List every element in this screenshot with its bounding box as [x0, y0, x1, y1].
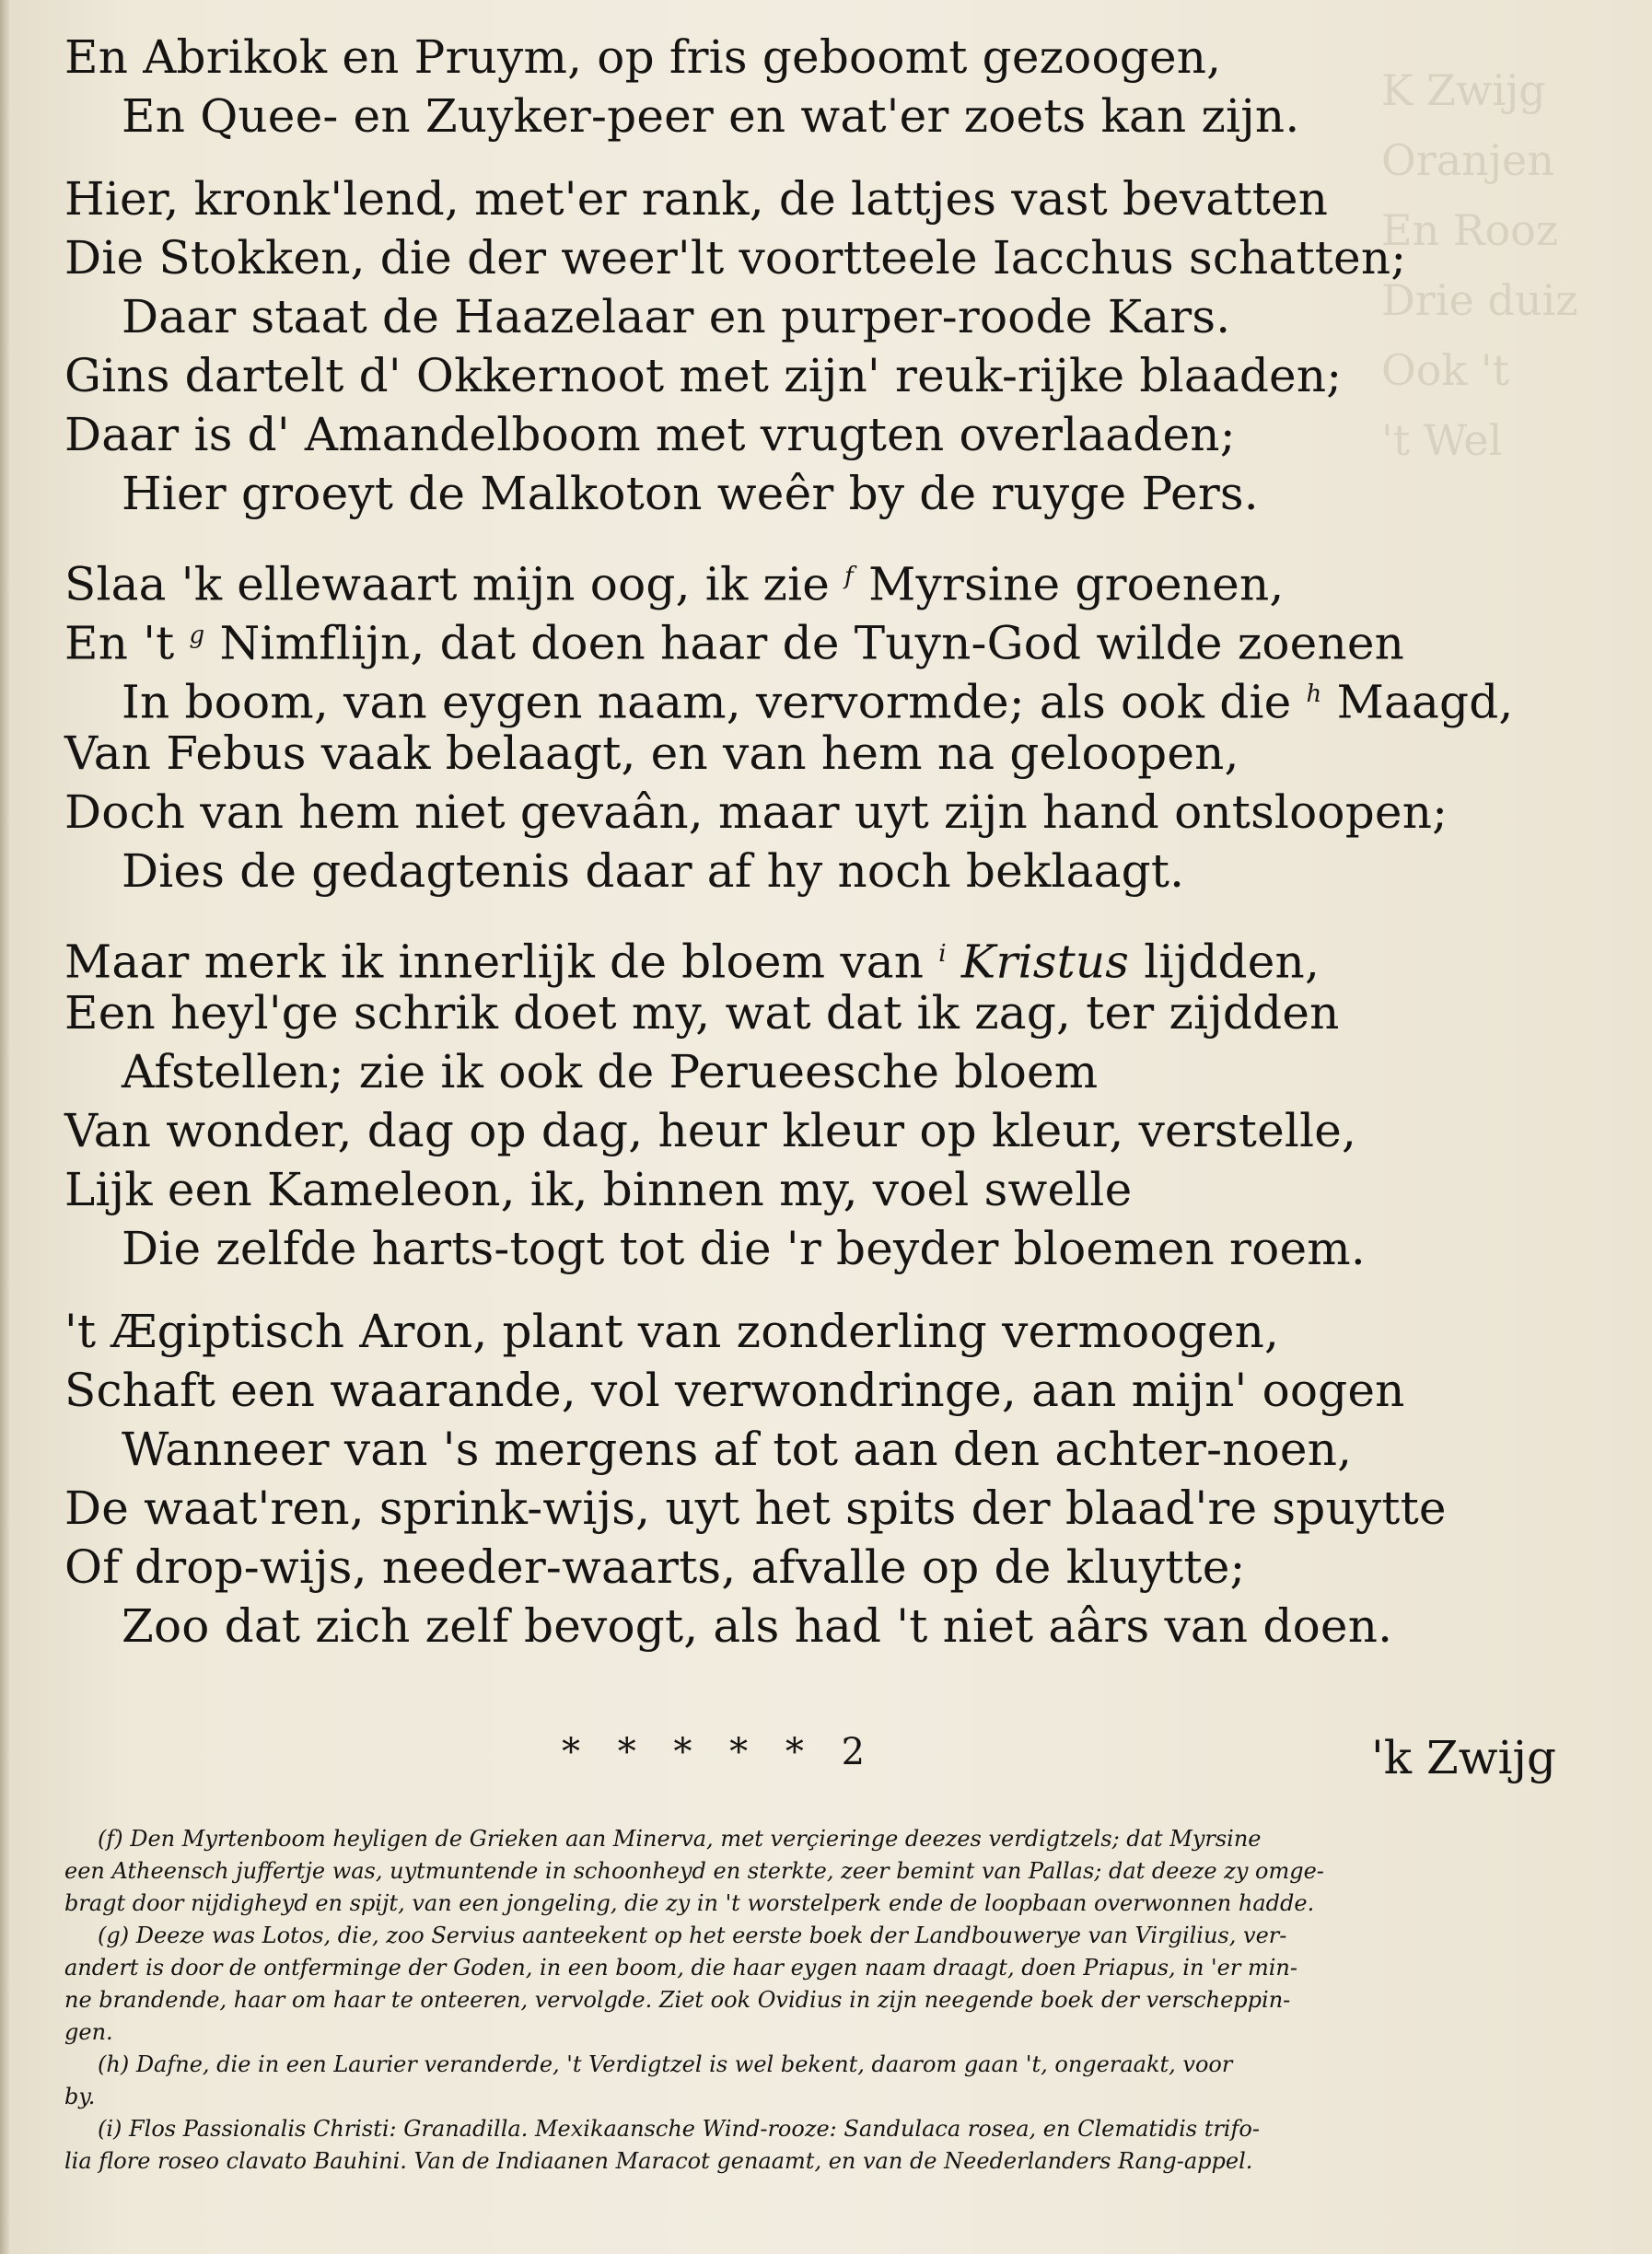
footnote-line: by.: [64, 2084, 96, 2109]
footnote-line: (i) Flos Passionalis Christi: Granadilla. Mexikaansche Wind-rooze: Sandulaca rosea, en Clematidis trifo-: [98, 2116, 1260, 2142]
show-through-text: K Zwijg Oranjen En Rooz Drie duiz Ook 't 't Wel: [1381, 65, 1578, 465]
signature-mark: * * * * * 2: [562, 1731, 878, 1773]
verse-line: Lijk een Kameleon, ik, binnen my, voel swelle: [64, 1163, 1133, 1216]
italic-word: Kristus: [960, 935, 1130, 989]
verse-line: Of drop-wijs, needer-waarts, afvalle op de kluytte;: [64, 1540, 1246, 1594]
verse-text: Slaa 'k ellewaart mijn oog, ik zie: [64, 557, 845, 611]
verse-line: [64, 547, 1593, 611]
verse-text: Nimflijn, dat doen haar de Tuyn-God wilde zoenen: [204, 616, 1405, 670]
verse-line: Die Stokken, die der weer'lt voortteele Iacchus schatten;: [64, 231, 1407, 285]
catchword: 'k Zwijg: [1371, 1731, 1556, 1784]
verse-text: Maagd,: [1321, 675, 1514, 729]
footnote: [64, 2113, 1575, 2178]
verse-line: [64, 606, 1593, 670]
verse-text: In boom, van eygen naam, vervormde; als ook die: [122, 675, 1307, 729]
verse-line: En Quee- en Zuyker-peer en wat'er zoets kan zijn.: [122, 89, 1300, 143]
footnote-line: (f) Den Myrtenboom heyligen de Grieken aan Minerva, met verçieringe deezes verdigtzels; dat Myrsine: [98, 1826, 1262, 1852]
verse-line: Die zelfde harts-togt tot die 'r beyder bloemen roem.: [122, 1222, 1366, 1275]
footnote-line: ne brandende, haar om haar te onteeren, vervolgde. Ziet ook Ovidius in zijn neegende boek der verscheppin-: [64, 1987, 1291, 2013]
verse-line: Gins dartelt d' Okkernoot met zijn' reuk-rijke blaaden;: [64, 349, 1343, 402]
verse-line: Een heyl'ge schrik doet my, wat dat ik zag, ter zijdden: [64, 986, 1340, 1040]
verse-line: [64, 665, 1593, 729]
footnote: [64, 2049, 1575, 2113]
stanza: [64, 924, 1593, 1278]
verse-text: Maar merk ik innerlijk de bloem van: [64, 935, 939, 989]
verse-line: [64, 924, 1593, 989]
verse-line: Van wonder, dag op dag, heur kleur op kleur, verstelle,: [64, 1104, 1357, 1157]
verse-line: Daar staat de Haazelaar en purper-roode Kars.: [122, 290, 1231, 343]
footnote-line: lia flore roseo clavato Bauhini. Van de Indiaanen Maracot genaamt, en van de Neederlanders Rang-appel.: [64, 2148, 1253, 2174]
verse-text: lijdden,: [1129, 935, 1320, 989]
poem-body: [64, 28, 1593, 1679]
footnote-line: andert is door de ontferminge der Goden, in een boom, die haar eygen naam draagt, doen Priapus, in 'er min-: [64, 1955, 1297, 1981]
verse-line: Doch van hem niet gevaân, maar uyt zijn hand ontsloopen;: [64, 785, 1448, 839]
page-gutter: [0, 0, 11, 2254]
verse-line: Hier groeyt de Malkoton weêr by de ruyge Pers.: [122, 467, 1259, 520]
verse-line: Afstellen; zie ik ook de Perueesche bloem: [122, 1045, 1099, 1098]
footnote-line: bragt door nijdigheyd en spijt, van een jongeling, die zy in 't worstelperk ende de loopbaan overwonnen hadde.: [64, 1890, 1315, 1916]
verse-line: De waat'ren, sprink-wijs, uyt het spits der blaad're spuytte: [64, 1481, 1447, 1535]
stanza: [64, 1302, 1593, 1656]
verse-line: Dies de gedagtenis daar af hy noch beklaagt.: [122, 844, 1185, 898]
verse-text: Myrsine groenen,: [854, 557, 1285, 611]
footnote-marker: g: [189, 622, 205, 649]
verse-line: En Abrikok en Pruym, op fris geboomt gezoogen,: [64, 30, 1222, 84]
verse-line: Hier, kronk'lend, met'er rank, de lattjes vast bevatten: [64, 172, 1329, 226]
verse-line: 't Ægiptisch Aron, plant van zonderling vermoogen,: [64, 1305, 1280, 1358]
footnote-line: (g) Deeze was Lotos, die, zoo Servius aanteekent op het eerste boek der Landbouwerye van Virgilius, ver-: [98, 1923, 1287, 1948]
verse-line: Zoo dat zich zelf bevogt, als had 't niet aârs van doen.: [122, 1599, 1393, 1653]
footnotes: [64, 1823, 1575, 2178]
footnote-marker: h: [1306, 680, 1322, 708]
stanza: [64, 169, 1593, 523]
stanza: [64, 547, 1593, 900]
verse-line: Daar is d' Amandelboom met vrugten overlaaden;: [64, 408, 1236, 461]
footnote-marker: f: [844, 563, 854, 590]
page-foot-row: [64, 1731, 1593, 1786]
footnote: [64, 1920, 1575, 2049]
verse-line: Wanneer van 's mergens af tot aan den achter-noen,: [122, 1423, 1353, 1476]
verse-text: En 't: [64, 616, 190, 670]
footnote-marker: i: [938, 940, 947, 968]
footnote-line: gen.: [64, 2019, 113, 2045]
verse-line: Schaft een waarande, vol verwondringe, aan mijn' oogen: [64, 1364, 1405, 1417]
verse-line: Van Febus vaak belaagt, en van hem na geloopen,: [64, 726, 1239, 780]
footnote-line: een Atheensch juffertje was, uytmuntende in schoonheyd en sterkte, zeer bemint van Pallas; dat deeze zy omge-: [64, 1858, 1324, 1884]
footnote: [64, 1823, 1575, 1920]
stanza: [64, 28, 1593, 145]
footnote-line: (h) Dafne, die in een Laurier veranderde, 't Verdigtzel is wel bekent, daarom gaan 't, ongeraakt, voor: [98, 2051, 1233, 2077]
